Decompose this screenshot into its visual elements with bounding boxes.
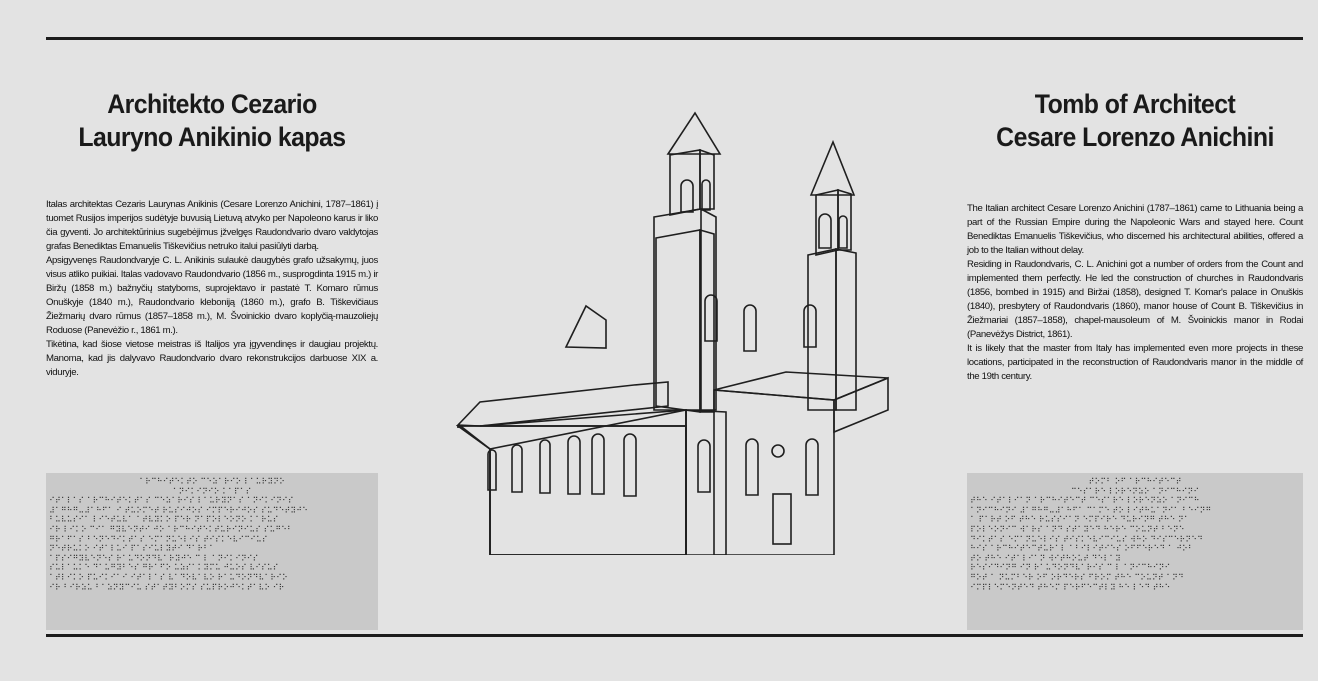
title-line: Architekto Cezario xyxy=(107,89,317,119)
braille-line: ⠝⠑⠞⠗⠥⠅⠕ ⠊⠞⠁⠇⠥⠊ ⠏⠁⠎⠊⠥⠇⠽⠞⠊ ⠙⠁⠗⠃⠁ xyxy=(49,544,215,554)
braille-line: ⠁⠝⠊⠅⠊⠝⠊⠕ ⠅⠁⠏⠁⠎ xyxy=(172,486,252,496)
braille-line: ⠉⠑⠎⠁⠗⠑ ⠇⠕⠗⠑⠝⠵⠕ ⠁⠝⠊⠉⠓⠊⠝⠊ xyxy=(1070,486,1200,496)
paragraph: Italas architektas Cezaris Laurynas Anikinis (Cesare Lorenzo Anichini, 1787–1861) į tuomet Rusijos imperijos sudėtyje buvusią Lietuvą atvyko per Napoleono karus ir liko čia gyventi. Jo architektūrinius sugebėjimus įžvelgęs Raudondvario dvaro valdytojas grafas Benediktas Emanuelis Tiškevičius netruko italui pasiūlyti darbą. xyxy=(46,199,378,252)
church-line-drawing-icon xyxy=(456,110,892,555)
braille-line: ⠊⠗ ⠇⠊⠅⠕ ⠉⠊⠁ ⠛⠽⠧⠑⠝⠞⠊ ⠚⠕ ⠁⠗⠉⠓⠊⠞⠑⠅⠞⠥⠗⠊⠝⠊⠥⠎ ⠎⠥⠛⠑⠃ xyxy=(49,524,293,534)
bottom-rule xyxy=(46,634,1303,637)
title-line: Tomb of Architect xyxy=(1034,89,1236,119)
church-illustration xyxy=(456,110,892,555)
paragraph: Apsigyvenęs Raudondvaryje C. L. Anikinis sulaukė daugybės grafo užsakymų, juos visus atliko puikiai. Italas vadovavo Raudondvario (1856 m., susprogdinta 1915 m.) ir Biržų (1858 m.) bažnyčių statyboms, suprojektavo ir pastatė T. Komaro rūmus Onuškyje (1840 m.), Raudondvario kleboniją (1860 m.), grafo B. Tiškevičiaus Žiežmarių dvaro rūmus (1857–1858 m.), M. Švoinickio dvaro koplyčią-mauzoliejų Roduose (Panevėžio r., 1861 m.). xyxy=(46,255,378,336)
braille-line: ⠼⠁⠛⠓⠛⠤⠼⠁⠓⠋⠁ ⠊ ⠞⠥⠕⠍⠑⠞ ⠗⠥⠎⠊⠚⠕⠎ ⠊⠍⠏⠑⠗⠊⠚⠕⠎ ⠎⠥⠙⠑⠞⠽⠚⠑ xyxy=(49,505,308,515)
top-rule xyxy=(46,37,1303,40)
lithuanian-body xyxy=(46,198,378,380)
braille-line: ⠛⠗⠁⠋⠁⠎ ⠃⠑⠝⠑⠙⠊⠅⠞⠁⠎ ⠑⠍⠁⠝⠥⠑⠇⠊⠎ ⠞⠊⠎⠅⠑⠧⠊⠉⠊⠥⠎ xyxy=(49,534,268,544)
paragraph: Residing in Raudondvaris, C. L. Anichini got a number of orders from the Count and implemented them perfectly. He led the construction of churches in Raudondvaris (1856, bombed in 1915) and Biržai (1858), designed T. Komar's palace in Onuškis (1840), presbytery of Raudondvaris (1860), manor house of Count B. Tiškevičius in Žiežmariai (1857–1858), chapel-mausoleum of M. Švoinickis manor in Rodai (Panevėžys District, 1861). xyxy=(967,259,1303,340)
braille-line: ⠁⠞⠇⠊⠅⠕ ⠏⠥⠊⠅⠊⠁⠊ ⠊⠞⠁⠇⠁⠎ ⠧⠁⠙⠕⠧⠁⠧⠕ ⠗⠁⠥⠙⠕⠝⠙⠧⠁⠗⠊⠕ xyxy=(49,572,288,582)
title-line: Lauryno Anikinio kapas xyxy=(78,122,346,152)
braille-line: ⠁⠏⠎⠊⠛⠽⠧⠑⠝⠑⠎ ⠗⠁⠥⠙⠕⠝⠙⠧⠁⠗⠽⠚⠑ ⠉ ⠇ ⠁⠝⠊⠅⠊⠝⠊⠎ xyxy=(49,553,259,563)
braille-line: ⠃⠥⠧⠥⠎⠊⠁ ⠇⠊⠑⠞⠥⠧⠁ ⠁⠞⠧⠽⠅⠕ ⠏⠑⠗ ⠝⠁⠏⠕⠇⠑⠕⠝⠕ ⠅⠁⠗⠥⠎ xyxy=(49,515,279,525)
english-title xyxy=(980,88,1289,154)
braille-line: ⠊⠗ ⠃⠊⠗⠵⠥ ⠃⠁⠵⠝⠽⠉⠊⠥ ⠎⠞⠁⠞⠽⠃⠕⠍⠎ ⠎⠥⠏⠗⠕⠚⠑⠅⠞⠁⠧⠕ ⠊⠗ xyxy=(49,582,285,592)
braille-line: ⠛⠕⠞ ⠁ ⠝⠥⠍⠃⠑⠗ ⠕⠋ ⠕⠗⠙⠑⠗⠎ ⠋⠗⠕⠍ ⠞⠓⠑ ⠉⠕⠥⠝⠞ ⠁⠝⠙ xyxy=(970,572,1184,582)
braille-line: ⠎⠥⠇⠁⠥⠅⠑ ⠙⠁⠥⠛⠽⠃⠑⠎ ⠛⠗⠁⠋⠕ ⠥⠵⠎⠁⠅⠽⠍⠥ ⠚⠥⠕⠎ ⠧⠊⠎⠥⠎ xyxy=(49,563,279,573)
paragraph: Tikėtina, kad šiose vietose meistras iš Italijos yra įgyvendinęs ir daugiau projektų. Manoma, kad jis dalyvavo Raudondvario dvaro rekonstrukcijos darbuose XIX a. viduryje. xyxy=(46,339,378,378)
paragraph: It is likely that the master from Italy has implemented even more projects in these locations, participated in the reconstruction of Raudondvaris manor in the middle of the 19th century. xyxy=(967,343,1303,382)
braille-line: ⠁⠗⠉⠓⠊⠞⠑⠅⠞⠕ ⠉⠑⠵⠁⠗⠊⠕ ⠇⠁⠥⠗⠽⠝⠕ xyxy=(139,477,285,486)
title-line: Cesare Lorenzo Anichini xyxy=(996,122,1274,152)
braille-line: ⠗⠑⠎⠊⠙⠊⠝⠛ ⠊⠝ ⠗⠁⠥⠙⠕⠝⠙⠧⠁⠗⠊⠎ ⠉ ⠇ ⠁⠝⠊⠉⠓⠊⠝⠊ xyxy=(970,563,1171,573)
braille-line: ⠓⠊⠎ ⠁⠗⠉⠓⠊⠞⠑⠉⠞⠥⠗⠁⠇ ⠁⠃⠊⠇⠊⠞⠊⠑⠎ ⠕⠋⠋⠑⠗⠑⠙ ⠁ ⠚⠕⠃ xyxy=(970,544,1194,554)
english-braille-panel xyxy=(967,473,1303,630)
braille-line: ⠞⠓⠑ ⠊⠞⠁⠇⠊⠁⠝ ⠁⠗⠉⠓⠊⠞⠑⠉⠞ ⠉⠑⠎⠁⠗⠑ ⠇⠕⠗⠑⠝⠵⠕ ⠁⠝⠊⠉⠓ xyxy=(970,496,1200,506)
braille-line: ⠞⠕ ⠞⠓⠑ ⠊⠞⠁⠇⠊⠁⠝ ⠺⠊⠞⠓⠕⠥⠞ ⠙⠑⠇⠁⠽ xyxy=(970,553,1121,563)
paragraph: The Italian architect Cesare Lorenzo Anichini (1787–1861) came to Lithuania being a part of the Russian Empire during the Napoleonic Wars and stayed here. Count Benediktas Emanuelis Tiškevičius, who discerned his architectural abilities, offered a job to the Italian without delay. xyxy=(967,203,1303,256)
english-body xyxy=(967,202,1303,384)
lithuanian-title xyxy=(59,88,364,154)
braille-line: ⠏⠕⠇⠑⠕⠝⠊⠉ ⠺⠁⠗⠎ ⠁⠝⠙ ⠎⠞⠁⠽⠑⠙ ⠓⠑⠗⠑ ⠉⠕⠥⠝⠞ ⠃⠑⠝⠑ xyxy=(970,524,1185,534)
braille-line: ⠊⠍⠏⠇⠑⠍⠑⠝⠞⠑⠙ ⠞⠓⠑⠍ ⠏⠑⠗⠋⠑⠉⠞⠇⠽ ⠓⠑ ⠇⠑⠙ ⠞⠓⠑ xyxy=(970,582,1171,592)
braille-line: ⠊⠞⠁⠇⠁⠎ ⠁⠗⠉⠓⠊⠞⠑⠅⠞⠁⠎ ⠉⠑⠵⠁⠗⠊⠎ ⠇⠁⠥⠗⠽⠝⠁⠎ ⠁⠝⠊⠅⠊⠝⠊⠎ xyxy=(49,496,294,506)
braille-line: ⠞⠕⠍⠃ ⠕⠋ ⠁⠗⠉⠓⠊⠞⠑⠉⠞ xyxy=(1088,477,1182,486)
braille-line: ⠁⠝⠊⠉⠓⠊⠝⠊ ⠼⠁⠛⠓⠛⠤⠼⠁⠓⠋⠁ ⠉⠁⠍⠑ ⠞⠕ ⠇⠊⠞⠓⠥⠁⠝⠊⠁ ⠃⠑⠊⠝⠛ xyxy=(970,505,1212,515)
braille-line: ⠙⠊⠅⠞⠁⠎ ⠑⠍⠁⠝⠥⠑⠇⠊⠎ ⠞⠊⠎⠅⠑⠧⠊⠉⠊⠥⠎ ⠺⠓⠕ ⠙⠊⠎⠉⠑⠗⠝⠑⠙ xyxy=(970,534,1203,544)
lithuanian-braille-panel xyxy=(46,473,378,630)
braille-line: ⠁ ⠏⠁⠗⠞ ⠕⠋ ⠞⠓⠑ ⠗⠥⠎⠎⠊⠁⠝ ⠑⠍⠏⠊⠗⠑ ⠙⠥⠗⠊⠝⠛ ⠞⠓⠑ ⠝⠁ xyxy=(970,515,1190,525)
